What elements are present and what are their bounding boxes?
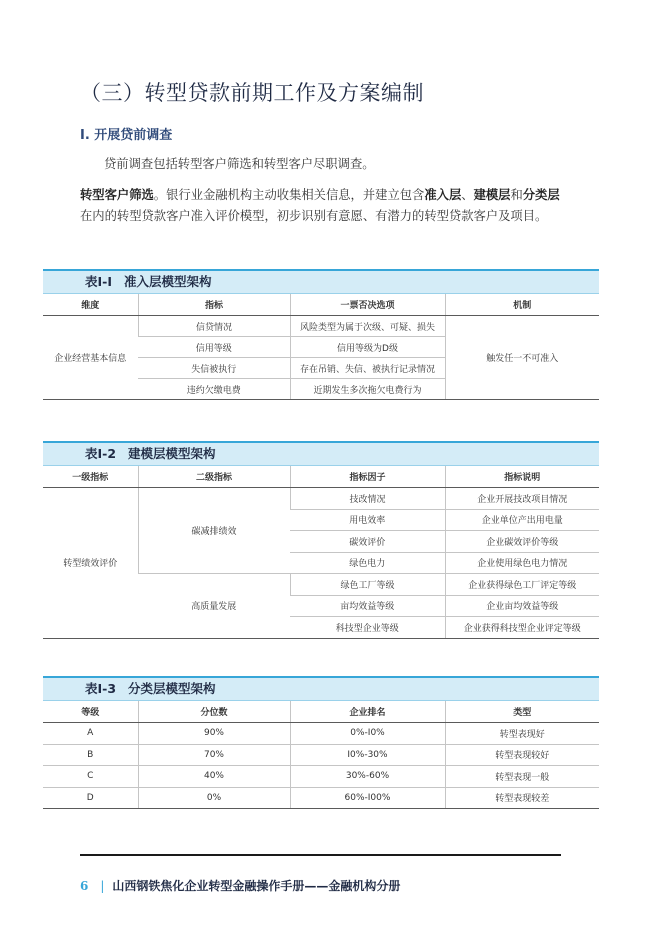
- description-cell: 企业获得绿色工厂评定等级: [445, 574, 599, 596]
- type-cell: 转型表现较差: [445, 787, 599, 809]
- paragraph-intro: 贷前调查包括转型客户筛选和转型客户尽职调查。: [104, 157, 375, 171]
- table-admission-layer: [43, 269, 599, 400]
- text: 。银行业金融机构主动收集相关信息，并建立包含: [153, 188, 425, 202]
- grade-cell: A: [43, 723, 138, 745]
- table-title: 准入层模型架构: [124, 274, 212, 289]
- table-header-row: [43, 701, 599, 723]
- factor-cell: 科技型企业等级: [290, 617, 445, 639]
- footer-divider: [80, 854, 561, 856]
- column-header: 分位数: [138, 701, 290, 723]
- column-header: 一票否决选项: [290, 294, 445, 316]
- table-header-row: [43, 466, 599, 488]
- column-header: 类型: [445, 701, 599, 723]
- table-row: [43, 766, 599, 788]
- description-cell: 企业单位产出用电量: [445, 509, 599, 531]
- paragraph-screening: [80, 185, 566, 226]
- section-title: （三）转型贷款前期工作及方案编制: [80, 81, 424, 105]
- factor-cell: 用电效率: [290, 509, 445, 531]
- grade-cell: B: [43, 744, 138, 766]
- veto-cell: 风险类型为属于次级、可疑、损失: [290, 316, 445, 337]
- table-title: 建模层模型架构: [128, 446, 216, 461]
- factor-cell: 碳效评价: [290, 531, 445, 553]
- indicator-cell: 失信被执行: [138, 358, 290, 379]
- column-header: 指标: [138, 294, 290, 316]
- mechanism-cell: 触发任一不可准入: [445, 316, 599, 400]
- indicator-cell: 违约欠缴电费: [138, 379, 290, 400]
- term-classification-layer: 分类层: [522, 188, 560, 202]
- indicator-cell: 信贷情况: [138, 316, 290, 337]
- term-admission-layer: 准入层: [424, 188, 462, 202]
- table-title: 分类层模型架构: [128, 681, 216, 696]
- type-cell: 转型表现较好: [445, 744, 599, 766]
- description-cell: 企业使用绿色电力情况: [445, 552, 599, 574]
- term-screening: 转型客户筛选: [80, 188, 154, 202]
- table-number: 表I-I: [85, 274, 112, 289]
- indicator-cell: 信用等级: [138, 337, 290, 358]
- percentile-cell: 70%: [138, 744, 290, 766]
- table-row: [43, 744, 599, 766]
- description-cell: 企业开展技改项目情况: [445, 488, 599, 510]
- grade-cell: C: [43, 766, 138, 788]
- factor-cell: 亩均效益等级: [290, 595, 445, 617]
- description-cell: 企业碳效评价等级: [445, 531, 599, 553]
- rank-cell: 30%-60%: [290, 766, 445, 788]
- table-modeling-layer: [43, 441, 599, 639]
- column-header: 等级: [43, 701, 138, 723]
- table-row: [43, 488, 599, 510]
- percentile-cell: 0%: [138, 787, 290, 809]
- footer-separator: |: [100, 879, 105, 893]
- table-row: [43, 316, 599, 337]
- table-row: [43, 787, 599, 809]
- percentile-cell: 40%: [138, 766, 290, 788]
- column-header: 机制: [445, 294, 599, 316]
- subsection-heading: I. 开展贷前调查: [80, 128, 173, 143]
- factor-cell: 技改情况: [290, 488, 445, 510]
- table-header-row: [43, 294, 599, 316]
- table-number: 表I-3: [85, 681, 117, 696]
- text: 在内的转型贷款客户准入评价模型，初步识别有意愿、有潜力的转型贷款客户及项目。: [80, 208, 548, 223]
- page-number: 6: [80, 879, 89, 893]
- text: 和: [510, 188, 523, 202]
- column-header: 指标说明: [445, 466, 599, 488]
- description-cell: 企业获得科技型企业评定等级: [445, 617, 599, 639]
- footer-title: 山西钢铁焦化企业转型金融操作手册——金融机构分册: [112, 879, 401, 893]
- veto-cell: 近期发生多次拖欠电费行为: [290, 379, 445, 400]
- level2-cell: 碳减排绩效: [138, 488, 290, 574]
- grade-cell: D: [43, 787, 138, 809]
- term-modeling-layer: 建模层: [473, 188, 511, 202]
- rank-cell: 0%-I0%: [290, 723, 445, 745]
- column-header: 企业排名: [290, 701, 445, 723]
- rank-cell: I0%-30%: [290, 744, 445, 766]
- level2-cell: 高质量发展: [138, 574, 290, 639]
- column-header: 二级指标: [138, 466, 290, 488]
- table-row: [43, 723, 599, 745]
- description-cell: 企业亩均效益等级: [445, 595, 599, 617]
- factor-cell: 绿色工厂等级: [290, 574, 445, 596]
- veto-cell: 存在吊销、失信、被执行记录情况: [290, 358, 445, 379]
- factor-cell: 绿色电力: [290, 552, 445, 574]
- table-number: 表I-2: [85, 446, 117, 461]
- column-header: 一级指标: [43, 466, 138, 488]
- table-classification-layer: [43, 676, 599, 809]
- table-caption: [43, 269, 599, 294]
- table-caption: [43, 676, 599, 701]
- level1-cell: 转型绩效评价: [43, 488, 138, 639]
- table-caption: [43, 441, 599, 466]
- dimension-cell: 企业经营基本信息: [43, 316, 138, 400]
- veto-cell: 信用等级为D级: [290, 337, 445, 358]
- percentile-cell: 90%: [138, 723, 290, 745]
- column-header: 维度: [43, 294, 138, 316]
- type-cell: 转型表现好: [445, 723, 599, 745]
- page-footer: [80, 877, 400, 894]
- rank-cell: 60%-I00%: [290, 787, 445, 809]
- text: 、: [461, 188, 474, 202]
- type-cell: 转型表现一般: [445, 766, 599, 788]
- column-header: 指标因子: [290, 466, 445, 488]
